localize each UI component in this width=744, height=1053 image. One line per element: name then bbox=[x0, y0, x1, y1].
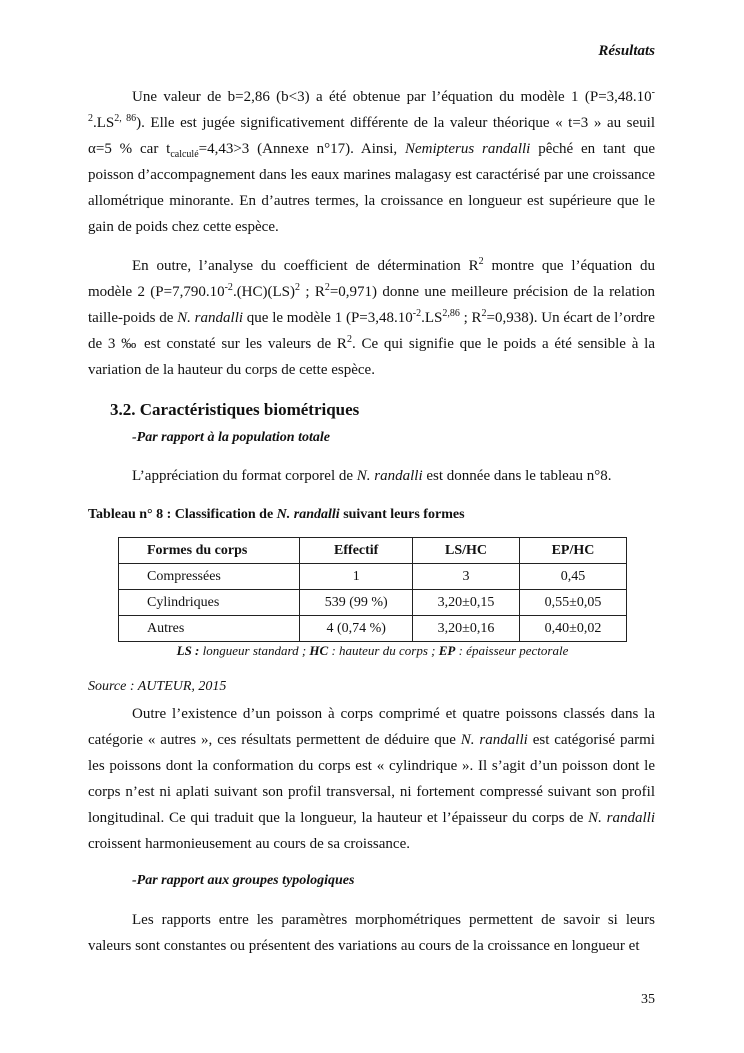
body-shape-table bbox=[118, 537, 627, 642]
text-run: =0,971) donne une meilleure précision de la relation taille-poids de bbox=[88, 284, 655, 326]
text-run: Outre l’existence d’un poisson à corps comprimé et quatre poissons classés dans la catégorie « autres », ces résultats permettent de déduire que bbox=[88, 706, 655, 748]
text-run: LS : bbox=[176, 643, 200, 658]
caption-text: suivant leurs formes bbox=[339, 507, 465, 522]
text-run: ; R bbox=[300, 284, 325, 300]
superscript: 2, 86 bbox=[114, 113, 137, 124]
text-run: ). Elle est jugée significativement différente de la valeur théorique « t=3 » au seuil α=5 % car t bbox=[88, 115, 655, 157]
header-cell: EP/HC bbox=[519, 538, 626, 564]
running-header: Résultats bbox=[598, 43, 655, 59]
page-number: 35 bbox=[641, 992, 655, 1007]
table-row bbox=[119, 564, 627, 590]
text-run: HC bbox=[309, 643, 329, 658]
text-run: croissent harmonieusement au cours de sa croissance. bbox=[88, 836, 410, 852]
text-run: : hauteur du corps ; bbox=[328, 643, 439, 658]
superscript: 2 bbox=[478, 256, 484, 267]
species-name: N. randalli bbox=[588, 810, 655, 826]
table-row bbox=[119, 616, 627, 642]
table-cell: 3,20±0,15 bbox=[413, 590, 520, 616]
header-cell: Formes du corps bbox=[119, 538, 300, 564]
caption-species: N. randalli bbox=[276, 507, 340, 522]
text-run: Les rapports entre les paramètres morphométriques permettent de savoir si leurs valeurs sont constantes ou présentent des variations au cours de la croissance en longueur et bbox=[88, 912, 655, 954]
text-run: ; R bbox=[459, 310, 482, 326]
text-run: L’appréciation du format corporel de bbox=[132, 468, 357, 484]
paragraph-growth-model bbox=[88, 84, 655, 240]
header-cell: LS/HC bbox=[413, 538, 520, 564]
table-header-row bbox=[119, 538, 627, 564]
table-cell: Autres bbox=[119, 616, 300, 642]
superscript: 2 bbox=[481, 308, 487, 319]
text-run: que le modèle 1 (P=3,48.10 bbox=[243, 310, 413, 326]
paragraph-table-intro bbox=[88, 463, 655, 489]
table-source: Source : AUTEUR, 2015 bbox=[88, 679, 227, 694]
superscript: 2 bbox=[295, 282, 301, 293]
text-run: =0,938). Un écart de l’ordre de 3 ‰ est constaté sur les valeurs de R bbox=[88, 310, 655, 352]
superscript: 2,86 bbox=[442, 308, 460, 319]
table-cell: 0,45 bbox=[519, 564, 626, 590]
header-cell: Effectif bbox=[300, 538, 413, 564]
table-legend bbox=[118, 643, 627, 659]
table-cell: 539 (99 %) bbox=[300, 590, 413, 616]
caption-text: Tableau n° 8 : Classification de bbox=[88, 507, 277, 522]
text-run: est donnée dans le tableau n°8. bbox=[422, 468, 612, 484]
paragraph-morphometric-ratios bbox=[88, 907, 655, 959]
text-run: longueur standard ; bbox=[199, 643, 310, 658]
superscript: 2 bbox=[324, 282, 330, 293]
subscript: calculé bbox=[170, 149, 199, 160]
table-cell: 1 bbox=[300, 564, 413, 590]
table-caption bbox=[88, 507, 465, 523]
table-cell: 0,55±0,05 bbox=[519, 590, 626, 616]
text-run: =4,43>3 (Annexe n°17). Ainsi, bbox=[198, 141, 405, 157]
superscript: -2 bbox=[412, 308, 422, 319]
species-name: N. randalli bbox=[177, 310, 244, 326]
text-run: : épaisseur pectorale bbox=[455, 643, 569, 658]
superscript: 2 bbox=[346, 334, 352, 345]
text-run: pêché en tant que poisson d’accompagnement dans les eaux marines malagasy est caractérisé par une croissance allométrique minorante. En d’autres termes, la croissance en longueur est supérieure que le gain de poids chez cette espèce. bbox=[88, 141, 656, 235]
text-run: est catégorisé parmi les poissons dont la conformation du corps est « cylindrique ». Il s’agit d’un poisson dont le corps n’est ni aplati suivant son profil transversal, ni fortement compressé suivant son profil longitudinal. Ce qui traduit que la longueur, la hauteur et l’épaisseur du corps de bbox=[88, 732, 655, 826]
table-cell: Cylindriques bbox=[119, 590, 300, 616]
superscript: -2 bbox=[88, 87, 655, 124]
species-name: Nemipterus randalli bbox=[405, 141, 531, 157]
species-name: N. randalli bbox=[356, 468, 423, 484]
text-run: .LS bbox=[421, 310, 443, 326]
superscript: -2 bbox=[224, 282, 233, 293]
text-run: montre que l’équation du modèle 2 (P=7,790.10 bbox=[88, 258, 655, 300]
subheading-total-population: -Par rapport à la population totale bbox=[132, 430, 330, 445]
text-run: EP bbox=[438, 643, 456, 658]
table-cell: 0,40±0,02 bbox=[519, 616, 626, 642]
table-row bbox=[119, 590, 627, 616]
text-run: Une valeur de b=2,86 (b<3) a été obtenue par l’équation du modèle 1 (P=3,48.10 bbox=[132, 89, 652, 105]
text-run: En outre, l’analyse du coefficient de détermination R bbox=[132, 258, 479, 274]
table-cell: 4 (0,74 %) bbox=[300, 616, 413, 642]
table-cell: Compressées bbox=[119, 564, 300, 590]
subheading-typological-groups: -Par rapport aux groupes typologiques bbox=[132, 873, 355, 888]
table-cell: 3,20±0,16 bbox=[413, 616, 520, 642]
section-heading: 3.2. Caractéristiques biométriques bbox=[110, 400, 360, 419]
paragraph-determination-coefficient bbox=[88, 253, 655, 383]
paragraph-interpretation bbox=[88, 701, 655, 857]
text-run: . Ce qui signifie que le poids a été sensible à la variation de la hauteur du corps de cette espèce. bbox=[88, 336, 655, 378]
species-name: N. randalli bbox=[460, 732, 528, 748]
text-run: .(HC)(LS) bbox=[232, 284, 296, 300]
table-cell: 3 bbox=[413, 564, 520, 590]
text-run: .LS bbox=[93, 115, 115, 131]
